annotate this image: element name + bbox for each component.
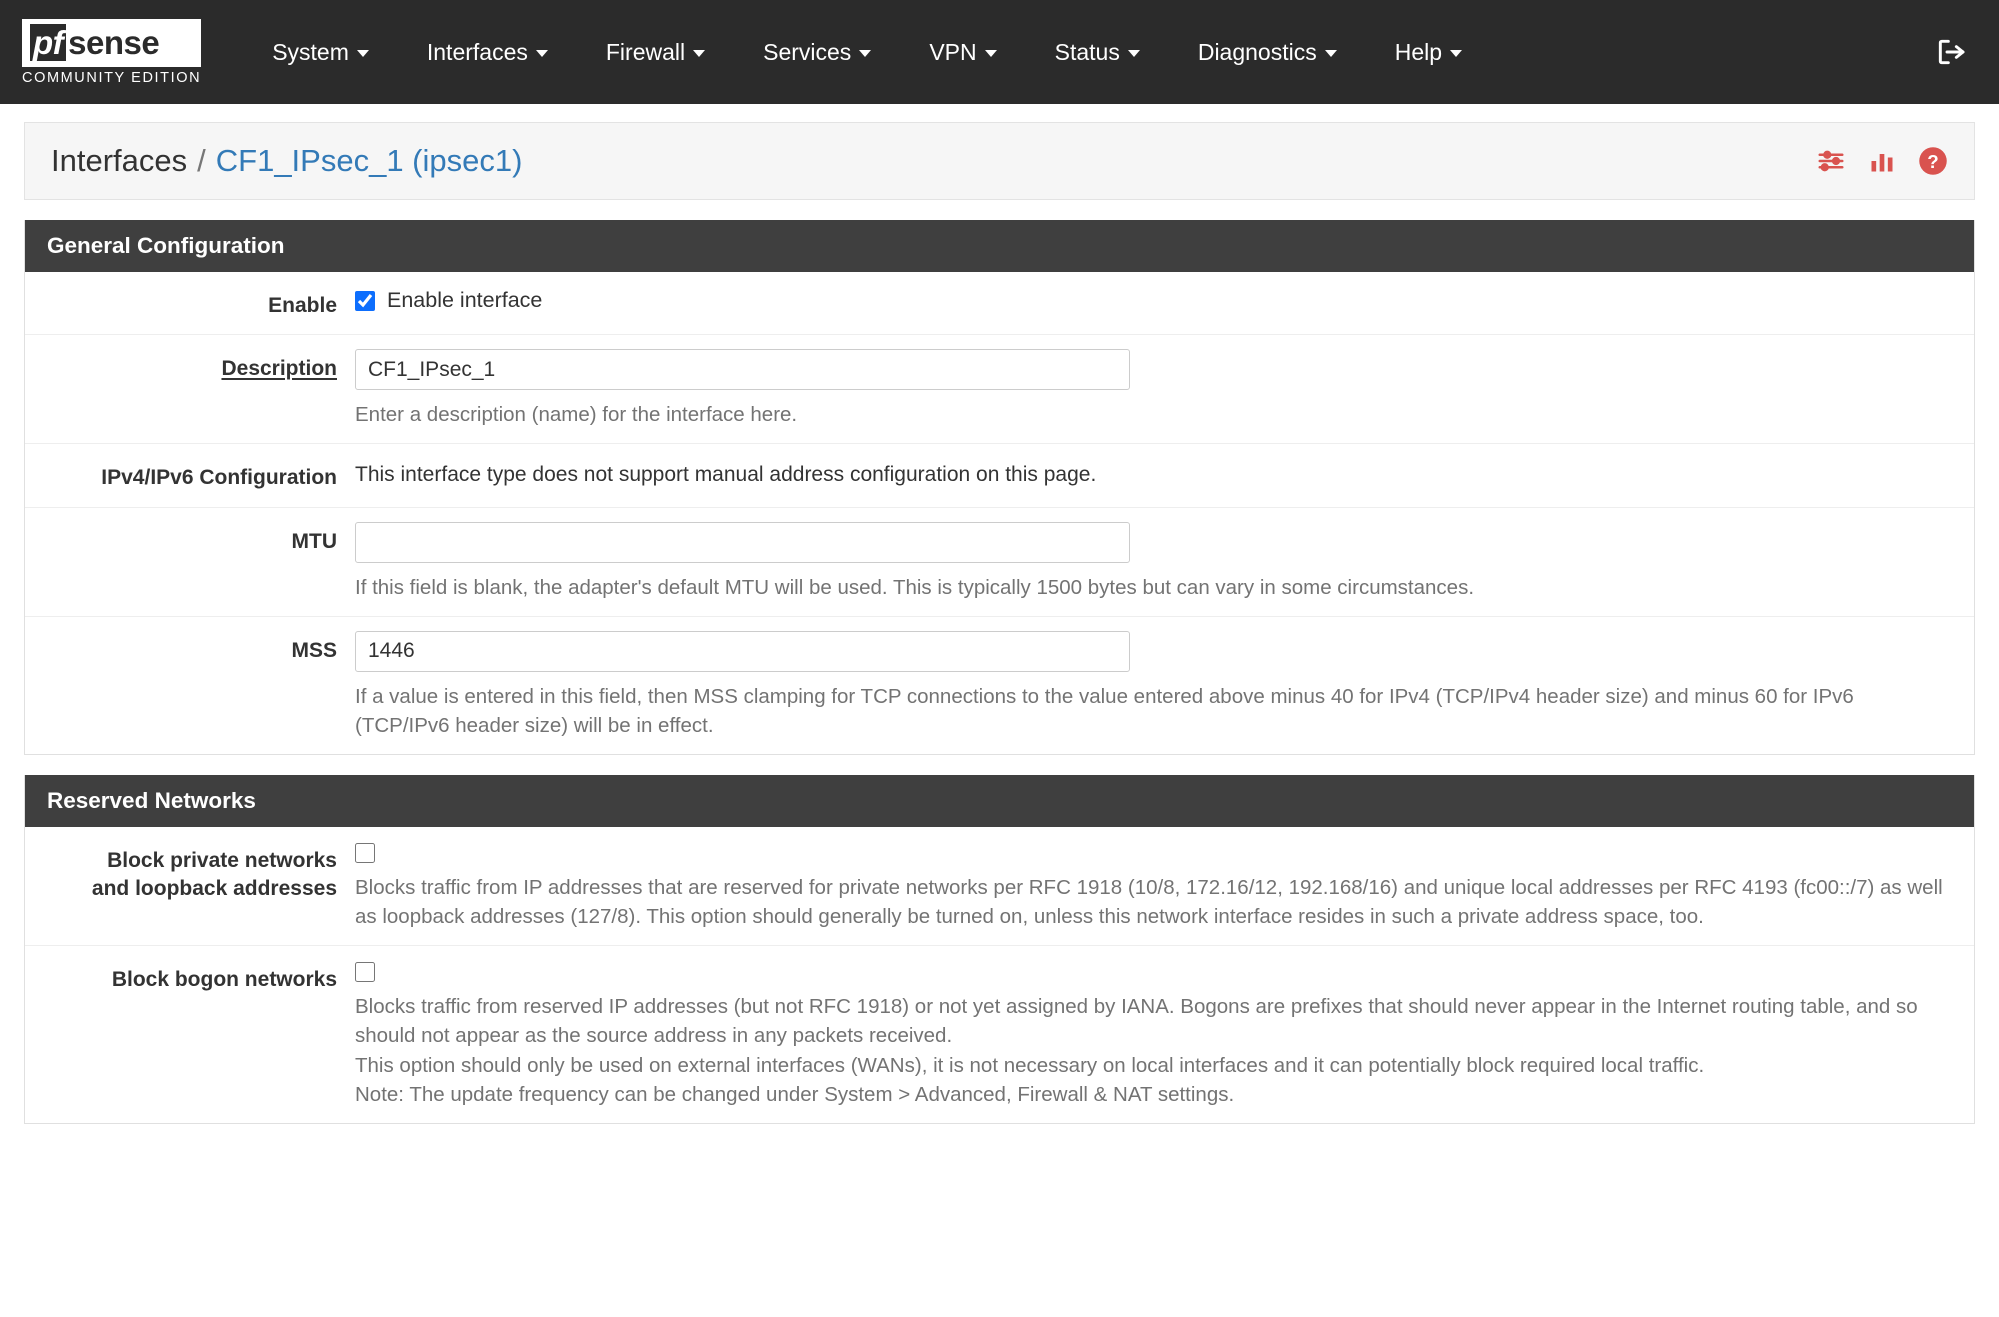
nav-item-status[interactable] xyxy=(1026,27,1169,78)
brand-logo-sense: sense xyxy=(68,23,160,61)
nav-item-interfaces[interactable] xyxy=(398,27,577,78)
label-mtu xyxy=(25,522,355,602)
brand-logo-pf: pf xyxy=(30,24,66,61)
mss-input[interactable] xyxy=(355,631,1130,672)
breadcrumb xyxy=(24,122,1975,200)
enable-interface-checkbox-group xyxy=(355,286,1950,313)
nav-label-diagnostics: Diagnostics xyxy=(1197,38,1317,65)
chevron-down-icon xyxy=(693,50,705,57)
block-bogon-help xyxy=(355,992,1950,1108)
nav-label-vpn: VPN xyxy=(929,38,977,65)
block-bogon-checkbox-group xyxy=(355,960,1950,982)
block-bogon-help-line2: This option should only be used on external interfaces (WANs), it is not necessary on local interfaces and it can potentially block required local traffic. xyxy=(355,1053,1705,1077)
control-block-bogon xyxy=(355,960,1974,1108)
ip-configuration-text: This interface type does not support manual address configuration on this page. xyxy=(355,463,1097,487)
nav-item-firewall[interactable] xyxy=(577,27,734,78)
row-description xyxy=(25,335,1974,444)
label-block-bogon xyxy=(25,960,355,1108)
chevron-down-icon xyxy=(536,50,548,57)
label-mss xyxy=(25,631,355,740)
label-mss-text: MSS xyxy=(291,638,337,662)
label-description-text: Description xyxy=(221,357,337,381)
pfsense-logo[interactable] xyxy=(22,19,201,86)
nav-item-vpn[interactable] xyxy=(900,27,1025,78)
label-description xyxy=(25,349,355,429)
breadcrumb-separator: / xyxy=(197,143,206,178)
row-mtu xyxy=(25,508,1974,617)
mss-help: If a value is entered in this field, then MSS clamping for TCP connections to the value entered above minus 40 for IPv4 (TCP/IPv4 header size) and minus 60 for IPv6 (TCP/IPv6 header size) will be in effect. xyxy=(355,684,1854,738)
nav-menu xyxy=(243,27,1491,78)
brand-logo-text xyxy=(22,19,201,67)
chevron-down-icon xyxy=(859,50,871,57)
chart-icon[interactable] xyxy=(1868,147,1896,175)
general-configuration-title: General Configuration xyxy=(25,220,1974,272)
chevron-down-icon xyxy=(985,50,997,57)
row-block-private xyxy=(25,827,1974,946)
sliders-icon[interactable] xyxy=(1816,146,1846,176)
nav-item-diagnostics[interactable] xyxy=(1169,27,1366,78)
nav-label-status: Status xyxy=(1054,38,1120,65)
row-ip-configuration xyxy=(25,444,1974,507)
general-configuration-panel xyxy=(24,220,1975,755)
label-mtu-text: MTU xyxy=(291,529,337,553)
block-bogon-help-line3: Note: The update frequency can be changed under System > Advanced, Firewall & NAT settings. xyxy=(355,1082,1235,1106)
breadcrumb-root: Interfaces xyxy=(51,143,188,178)
brand-subtitle: COMMUNITY EDITION xyxy=(22,69,202,86)
reserved-networks-panel xyxy=(24,775,1975,1124)
svg-text:?: ? xyxy=(1927,150,1939,172)
block-bogon-networks-checkbox[interactable] xyxy=(355,962,375,982)
row-enable xyxy=(25,272,1974,335)
nav-label-interfaces: Interfaces xyxy=(426,38,528,65)
block-bogon-help-line1: Blocks traffic from reserved IP addresses (but not RFC 1918) or not yet assigned by IANA. Bogons are prefixes that should never appear in the Internet routing table, and so should not appear as the source address in any packets received. xyxy=(355,995,1918,1048)
control-description xyxy=(355,349,1974,429)
chevron-down-icon xyxy=(1128,50,1140,57)
chevron-down-icon xyxy=(1325,50,1337,57)
help-icon[interactable] xyxy=(1918,146,1948,176)
block-private-networks-checkbox[interactable] xyxy=(355,843,375,863)
description-help: Enter a description (name) for the interface here. xyxy=(355,403,798,427)
nav-label-firewall: Firewall xyxy=(605,38,686,65)
header-actions xyxy=(1816,146,1948,176)
mtu-input[interactable] xyxy=(355,522,1130,563)
page-title: CF1_IPsec_1 (ipsec1) xyxy=(215,143,523,178)
block-private-help: Blocks traffic from IP addresses that are reserved for private networks per RFC 1918 (10/8, 172.16/12, 192.168/16) and unique local addresses per RFC 4193 (fc00::/7) as well as loopback addresses (127/8). This option should generally be turned on, unless this network interface resides in such a private address space, too. xyxy=(355,876,1943,929)
chevron-down-icon xyxy=(357,50,369,57)
label-block-private-line1: Block private networks xyxy=(107,849,337,873)
nav-label-help: Help xyxy=(1394,38,1443,65)
nav-item-help[interactable] xyxy=(1366,27,1491,78)
control-enable xyxy=(355,286,1974,320)
reserved-networks-title: Reserved Networks xyxy=(25,775,1974,827)
row-mss xyxy=(25,617,1974,754)
description-input[interactable] xyxy=(355,349,1130,390)
label-block-private-line2: and loopback addresses xyxy=(91,877,337,901)
label-enable-text: Enable xyxy=(268,294,337,317)
label-block-private xyxy=(25,841,355,931)
control-mss xyxy=(355,631,1974,740)
nav-label-system: System xyxy=(272,38,349,65)
label-ip-configuration-text: IPv4/IPv6 Configuration xyxy=(101,466,337,490)
nav-label-services: Services xyxy=(763,38,852,65)
top-navbar xyxy=(0,0,1999,104)
block-private-checkbox-group xyxy=(355,841,1950,863)
label-enable xyxy=(25,286,355,320)
row-block-bogon xyxy=(25,946,1974,1122)
control-ip-configuration xyxy=(355,458,1974,492)
nav-item-system[interactable] xyxy=(243,27,398,78)
mtu-help: If this field is blank, the adapter's default MTU will be used. This is typically 1500 bytes but can vary in some circumstances. xyxy=(355,575,1475,599)
control-mtu xyxy=(355,522,1974,602)
enable-interface-label[interactable]: Enable interface xyxy=(387,288,543,312)
control-block-private xyxy=(355,841,1974,931)
chevron-down-icon xyxy=(1450,50,1462,57)
label-block-bogon-text: Block bogon networks xyxy=(111,968,337,992)
nav-item-services[interactable] xyxy=(734,27,900,78)
logout-icon[interactable] xyxy=(1935,36,1967,68)
label-ip-configuration xyxy=(25,458,355,492)
enable-interface-checkbox[interactable] xyxy=(355,291,375,311)
